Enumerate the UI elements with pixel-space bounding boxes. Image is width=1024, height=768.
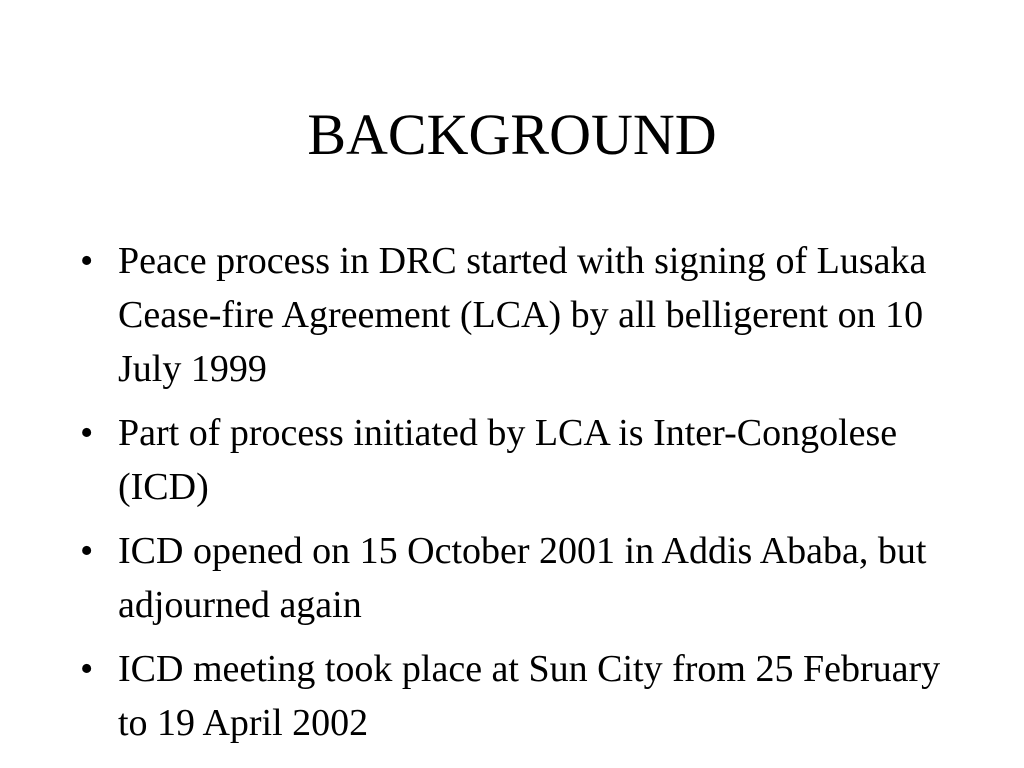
bullet-item-4	[80, 642, 960, 750]
bullet-icon: •	[80, 530, 94, 572]
bullet-icon: •	[80, 648, 94, 690]
bullet-icon: •	[80, 412, 94, 454]
bullet-text: ICD opened on 15 October 2001 in Addis Ababa, but adjourned again	[118, 530, 927, 626]
bullet-item-3	[80, 524, 960, 632]
bullet-item-1	[80, 234, 960, 396]
slide-title: BACKGROUND	[307, 102, 717, 167]
bullet-item-2	[80, 406, 960, 514]
bullet-text: Peace process in DRC started with signing of Lusaka Cease-fire Agreement (LCA) by all belligerent on 10 July 1999	[118, 240, 927, 390]
bullet-text: Part of process initiated by LCA is Inter-Congolese (ICD)	[118, 412, 898, 508]
bullet-list	[80, 234, 960, 760]
bullet-icon: •	[80, 240, 94, 282]
bullet-text: ICD meeting took place at Sun City from 25 February to 19 April 2002	[118, 648, 941, 744]
